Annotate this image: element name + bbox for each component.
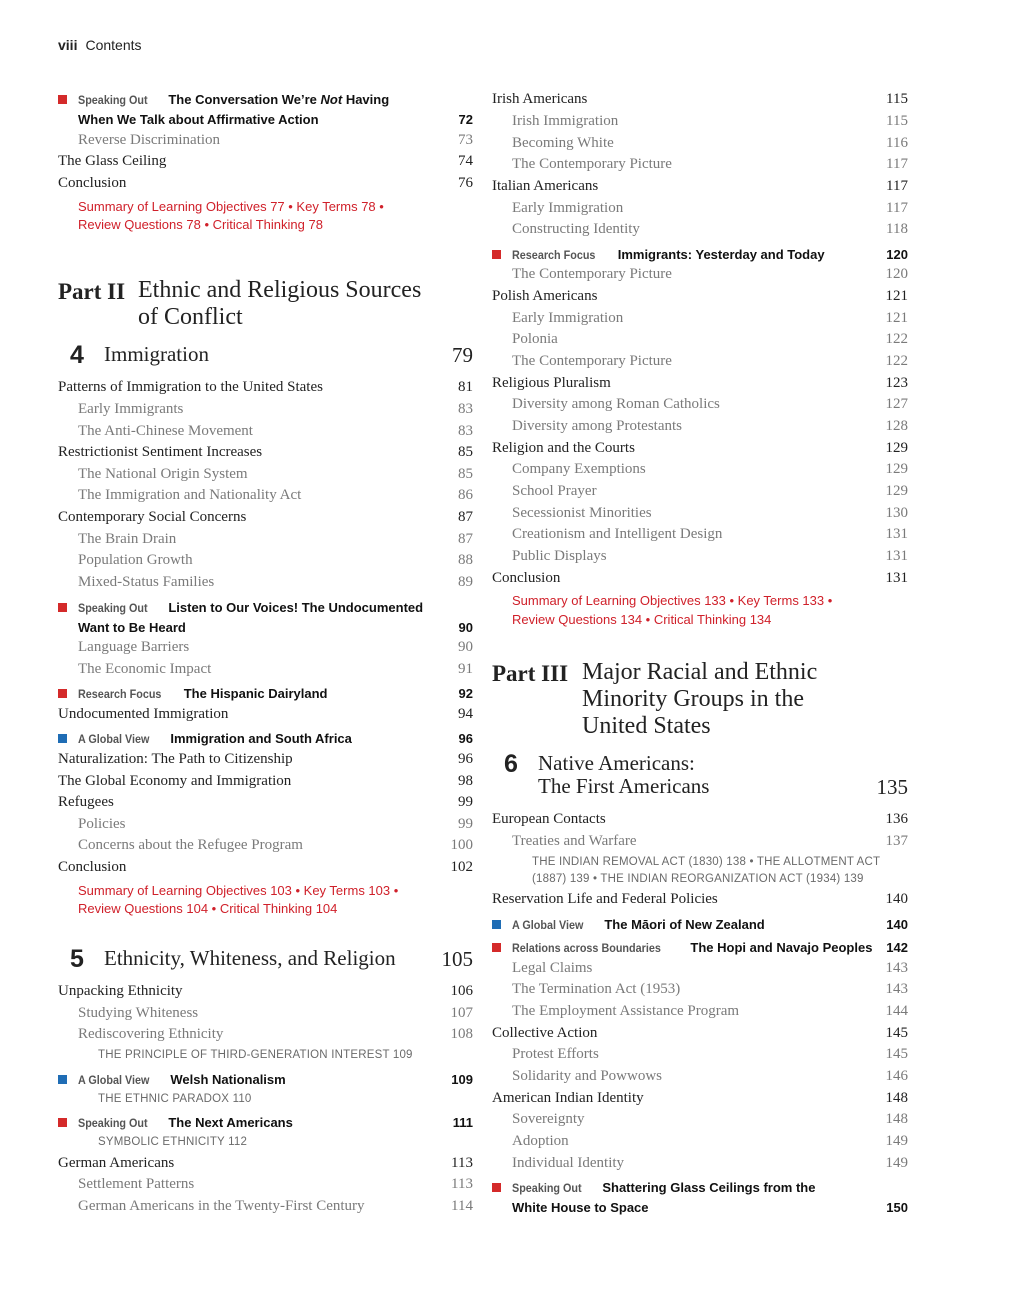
page-ref: 107 [450, 1005, 473, 1021]
entry-label: Naturalization: The Path to Citizenship [58, 751, 293, 767]
chapter-heading[interactable] [58, 945, 473, 975]
feature-title: Welsh Nationalism [170, 1072, 286, 1087]
part-title-line1: Major Racial and Ethnic [582, 659, 818, 685]
feature-entry-continued[interactable] [492, 1200, 908, 1215]
feature-entry[interactable] [58, 1115, 473, 1130]
entry-label: Religion and the Courts [492, 440, 635, 456]
toc-subsubentry[interactable] [58, 1093, 473, 1105]
page-ref: 128 [885, 418, 908, 434]
page-ref: 111 [452, 1115, 473, 1130]
feature-title: Immigrants: Yesterday and Today [617, 247, 825, 262]
entry-label: Policies [78, 816, 126, 832]
feature-title-line2: Want to Be Heard [78, 620, 186, 635]
global-view-marker-icon [492, 920, 501, 929]
page-ref: 109 [451, 1072, 473, 1087]
toc-subentry[interactable] [492, 981, 908, 998]
page-ref: 99 [458, 794, 473, 810]
toc-entry[interactable] [492, 570, 908, 587]
toc-entry[interactable] [58, 379, 473, 396]
page-ref: 144 [885, 1003, 908, 1019]
entry-label: Early Immigration [512, 200, 624, 216]
research-focus-marker-icon [492, 250, 501, 259]
chapter-number: 5 [70, 945, 84, 973]
page-ref: 90 [458, 620, 473, 635]
page-ref: 122 [885, 331, 908, 347]
page-ref: 83 [458, 401, 473, 417]
page-ref: 102 [450, 859, 473, 875]
feature-entry[interactable] [58, 600, 473, 615]
page-ref: 129 [885, 483, 908, 499]
toc-subsubentry[interactable] [492, 873, 908, 885]
global-view-marker-icon [58, 734, 67, 743]
feature-type: Speaking Out [512, 1181, 582, 1195]
toc-subentry[interactable] [492, 1133, 908, 1150]
toc-entry[interactable] [492, 440, 908, 457]
feature-entry-continued[interactable] [58, 620, 473, 635]
page-ref: 127 [885, 396, 908, 412]
toc-subentry[interactable] [492, 200, 908, 217]
entry-label: Mixed-Status Families [78, 574, 215, 590]
feature-entry[interactable] [58, 731, 473, 746]
page-ref: 113 [451, 1176, 473, 1192]
toc-entry[interactable] [492, 811, 908, 828]
toc-subentry[interactable] [492, 1003, 908, 1020]
toc-entry[interactable] [58, 983, 473, 1000]
page-ref: 123 [885, 375, 908, 391]
entry-label: Early Immigrants [78, 401, 184, 417]
chapter-summary-links[interactable] [492, 612, 908, 627]
entry-label: Solidarity and Powwows [512, 1068, 662, 1084]
summary-line1: Summary of Learning Objectives 77 • Key Terms 78 • [78, 199, 384, 214]
speaking-out-marker-icon [58, 95, 67, 104]
entry-label: The Contemporary Picture [512, 353, 672, 369]
feature-title: The Next Americans [168, 1115, 293, 1130]
toc-subsubentry[interactable] [492, 856, 908, 868]
toc-subentry[interactable] [492, 418, 908, 435]
entry-label: Concerns about the Refugee Program [78, 837, 303, 853]
toc-entry[interactable] [58, 859, 473, 876]
feature-type: Research Focus [512, 248, 596, 262]
entry-label: Conclusion [58, 859, 127, 875]
page-ref: 87 [458, 531, 473, 547]
page-ref: 140 [885, 891, 908, 907]
toc-subentry[interactable] [492, 548, 908, 565]
toc-subentry[interactable] [58, 1198, 473, 1215]
entry-label: Religious Pluralism [492, 375, 611, 391]
relations-across-boundaries-marker-icon [492, 943, 501, 952]
toc-subentry[interactable] [492, 483, 908, 500]
entry-label: Reverse Discrimination [78, 132, 221, 148]
entry-label: Collective Action [492, 1025, 598, 1041]
entry-label: Constructing Identity [512, 221, 640, 237]
page-ref: 113 [451, 1155, 473, 1171]
toc-subentry[interactable] [58, 837, 473, 854]
entry-label: Restrictionist Sentiment Increases [58, 444, 263, 460]
running-head [58, 37, 142, 53]
chapter-summary-links[interactable] [58, 901, 473, 916]
toc-subentry[interactable] [492, 135, 908, 152]
toc-entry[interactable] [492, 891, 908, 908]
entry-label: THE PRINCIPLE OF THIRD-GENERATION INTEREST 109 [98, 1049, 413, 1061]
toc-subentry[interactable] [58, 401, 473, 418]
page-ref: 145 [885, 1046, 908, 1062]
page-ref: 114 [451, 1198, 473, 1214]
page-number: viii [58, 37, 78, 53]
entry-label: Patterns of Immigration to the United States [58, 379, 323, 395]
feature-type: Relations across Boundaries [512, 941, 661, 955]
toc-subentry[interactable] [58, 1026, 473, 1043]
page-ref: 117 [886, 156, 908, 172]
chapter-title-line2: The First Americans [538, 774, 710, 798]
summary-line2: Review Questions 104 • Critical Thinking 104 [78, 901, 338, 916]
entry-label: The Brain Drain [78, 531, 177, 547]
speaking-out-marker-icon [58, 1118, 67, 1127]
chapter-number: 6 [504, 750, 518, 778]
feature-type: Speaking Out [78, 1116, 148, 1130]
page-ref: 92 [458, 686, 473, 701]
toc-subentry[interactable] [58, 816, 473, 833]
page-ref: 149 [885, 1155, 908, 1171]
entry-label: Public Displays [512, 548, 607, 564]
page-ref: 143 [885, 981, 908, 997]
feature-title: The Hopi and Navajo Peoples [690, 940, 873, 955]
entry-label: German Americans [58, 1155, 175, 1171]
page-ref: 148 [885, 1090, 908, 1106]
entry-label-line1: THE INDIAN REMOVAL ACT (1830) 138 • THE ALLOTMENT ACT [532, 856, 881, 868]
toc-entry[interactable] [58, 153, 473, 170]
toc-subentry[interactable] [58, 487, 473, 504]
chapter-page: 79 [452, 343, 473, 367]
chapter-page: 135 [876, 775, 908, 799]
feature-entry-continued[interactable] [58, 112, 473, 127]
entry-label: The Immigration and Nationality Act [78, 487, 302, 503]
chapter-heading[interactable] [492, 750, 908, 802]
page-ref: 85 [458, 444, 473, 460]
toc-entry[interactable] [58, 706, 473, 723]
feature-title: The Māori of New Zealand [604, 917, 765, 932]
entry-label: Refugees [58, 794, 114, 810]
page-ref: 116 [886, 135, 908, 151]
page-ref: 117 [886, 200, 908, 216]
page-ref: 96 [458, 731, 473, 746]
toc-subentry[interactable] [492, 396, 908, 413]
toc-entry[interactable] [58, 794, 473, 811]
toc-subentry[interactable] [492, 1155, 908, 1172]
part-title-line3: United States [582, 713, 711, 739]
chapter-heading[interactable] [58, 341, 473, 371]
page-ref: 142 [886, 940, 908, 955]
entry-label: The Contemporary Picture [512, 156, 672, 172]
page-ref: 120 [885, 266, 908, 282]
page-ref: 88 [458, 552, 473, 568]
part-label: Part II [58, 279, 126, 304]
toc-subentry[interactable] [492, 156, 908, 173]
page-ref: 90 [458, 639, 473, 655]
entry-label: The National Origin System [78, 466, 248, 482]
entry-label: Unpacking Ethnicity [58, 983, 183, 999]
page-ref: 143 [885, 960, 908, 976]
entry-label: Protest Efforts [512, 1046, 599, 1062]
feature-title: Listen to Our Voices! The Undocumented [168, 600, 424, 615]
chapter-summary-links[interactable] [58, 217, 473, 232]
feature-title: The Hispanic Dairyland [183, 686, 328, 701]
entry-label: Becoming White [512, 135, 614, 151]
toc-subentry[interactable] [58, 466, 473, 483]
summary-line2: Review Questions 78 • Critical Thinking 78 [78, 217, 323, 232]
entry-label: Language Barriers [78, 639, 190, 655]
entry-label: Contemporary Social Concerns [58, 509, 247, 525]
page-ref: 131 [885, 526, 908, 542]
entry-label: Studying Whiteness [78, 1005, 199, 1021]
entry-label: The Contemporary Picture [512, 266, 672, 282]
page-ref: 118 [886, 221, 908, 237]
toc-entry[interactable] [492, 288, 908, 305]
part-label: Part III [492, 661, 569, 686]
feature-type: Speaking Out [78, 93, 148, 107]
entry-label: Conclusion [492, 570, 561, 586]
page-ref: 148 [885, 1111, 908, 1127]
page-ref: 129 [885, 461, 908, 477]
toc-subsubentry[interactable] [58, 1136, 473, 1148]
page-ref: 108 [450, 1026, 473, 1042]
chapter-page: 105 [441, 947, 473, 971]
entry-label: Polonia [512, 331, 558, 347]
page-ref: 74 [458, 153, 473, 169]
feature-type: A Global View [78, 1073, 150, 1087]
page-ref: 121 [885, 310, 908, 326]
page-ref: 131 [885, 548, 908, 564]
toc-subentry[interactable] [492, 1111, 908, 1128]
entry-label: Creationism and Intelligent Design [512, 526, 723, 542]
summary-line1: Summary of Learning Objectives 103 • Key Terms 103 • [78, 883, 399, 898]
toc-subentry[interactable] [492, 833, 908, 850]
toc-entry[interactable] [492, 1090, 908, 1107]
research-focus-marker-icon [58, 689, 67, 698]
page-ref: 131 [885, 570, 908, 586]
entry-label: Population Growth [78, 552, 193, 568]
toc-subentry[interactable] [58, 132, 473, 149]
toc-subentry[interactable] [492, 505, 908, 522]
part-heading [58, 277, 473, 337]
toc-subentry[interactable] [492, 331, 908, 348]
entry-label: Individual Identity [512, 1155, 625, 1171]
toc-subentry[interactable] [492, 266, 908, 283]
toc-subentry[interactable] [492, 526, 908, 543]
summary-line1: Summary of Learning Objectives 133 • Key Terms 133 • [512, 593, 833, 608]
toc-subentry[interactable] [58, 574, 473, 591]
entry-label: The Termination Act (1953) [512, 981, 681, 997]
page-ref: 76 [458, 175, 473, 191]
summary-line2: Review Questions 134 • Critical Thinking 134 [512, 612, 772, 627]
entry-label: Company Exemptions [512, 461, 646, 477]
page-ref: 98 [458, 773, 473, 789]
speaking-out-marker-icon [58, 603, 67, 612]
entry-label: Diversity among Roman Catholics [512, 396, 720, 412]
entry-label: German Americans in the Twenty-First Century [78, 1198, 365, 1214]
entry-label: The Global Economy and Immigration [58, 773, 292, 789]
page-ref: 146 [885, 1068, 908, 1084]
entry-label-line2: (1887) 139 • THE INDIAN REORGANIZATION ACT (1934) 139 [532, 873, 864, 885]
part-heading [492, 659, 908, 744]
entry-label: Early Immigration [512, 310, 624, 326]
page-ref: 91 [458, 661, 473, 677]
entry-label: Polish Americans [492, 288, 598, 304]
entry-label: Undocumented Immigration [58, 706, 229, 722]
page-ref: 149 [885, 1133, 908, 1149]
feature-entry[interactable] [58, 1072, 473, 1087]
part-title-line2: Minority Groups in the [582, 686, 804, 712]
toc-subentry[interactable] [58, 661, 473, 678]
page-ref: 150 [886, 1200, 908, 1215]
page-ref: 96 [458, 751, 473, 767]
entry-label: The Glass Ceiling [58, 153, 167, 169]
chapter-summary-links[interactable] [58, 199, 473, 214]
toc-subentry[interactable] [492, 1046, 908, 1063]
toc-subentry[interactable] [492, 310, 908, 327]
chapter-title: Immigration [104, 342, 209, 366]
entry-label: Reservation Life and Federal Policies [492, 891, 718, 907]
page-ref: 86 [458, 487, 473, 503]
page-ref: 100 [450, 837, 473, 853]
toc-entry[interactable] [492, 1025, 908, 1042]
feature-title: The Conversation We’re Not Having [168, 92, 390, 107]
toc-entry[interactable] [58, 509, 473, 526]
entry-label: Settlement Patterns [78, 1176, 195, 1192]
entry-label: THE ETHNIC PARADOX 110 [98, 1093, 252, 1105]
chapter-summary-links[interactable] [58, 883, 473, 898]
page-ref: 120 [886, 247, 908, 262]
toc-subentry[interactable] [58, 423, 473, 440]
toc-entry[interactable] [492, 375, 908, 392]
entry-label: Italian Americans [492, 178, 599, 194]
toc-subentry[interactable] [58, 1005, 473, 1022]
feature-type: Speaking Out [78, 601, 148, 615]
page-ref: 129 [885, 440, 908, 456]
toc-subentry[interactable] [58, 1176, 473, 1193]
toc-subentry[interactable] [58, 639, 473, 656]
toc-subentry[interactable] [492, 1068, 908, 1085]
chapter-title: Ethnicity, Whiteness, and Religion [104, 946, 396, 970]
page-ref: 106 [450, 983, 473, 999]
entry-label: Treaties and Warfare [512, 833, 637, 849]
page-ref: 99 [458, 816, 473, 832]
feature-entry[interactable] [58, 686, 473, 701]
toc-entry[interactable] [58, 773, 473, 790]
page-ref: 122 [885, 353, 908, 369]
page-ref: 73 [458, 132, 473, 148]
feature-entry[interactable] [492, 940, 908, 955]
entry-label: Adoption [512, 1133, 569, 1149]
page-ref: 87 [458, 509, 473, 525]
feature-type: A Global View [512, 918, 584, 932]
toc-entry[interactable] [492, 178, 908, 195]
chapter-title-line1: Native Americans: [538, 751, 695, 775]
page-ref: 140 [886, 917, 908, 932]
part-title-line1: Ethnic and Religious Sources [138, 277, 422, 303]
feature-entry[interactable] [492, 247, 908, 262]
entry-label: Secessionist Minorities [512, 505, 652, 521]
feature-entry[interactable] [492, 917, 908, 932]
toc-entry[interactable] [58, 1155, 473, 1172]
entry-label: Irish Immigration [512, 113, 619, 129]
page-ref: 145 [885, 1025, 908, 1041]
page-ref: 83 [458, 423, 473, 439]
entry-label: The Anti-Chinese Movement [78, 423, 253, 439]
entry-label: European Contacts [492, 811, 606, 827]
page-ref: 89 [458, 574, 473, 590]
entry-label: Legal Claims [512, 960, 593, 976]
page-ref: 121 [885, 288, 908, 304]
page-ref: 136 [885, 811, 908, 827]
entry-label: American Indian Identity [492, 1090, 644, 1106]
toc-subentry[interactable] [58, 531, 473, 548]
chapter-summary-links[interactable] [492, 593, 908, 608]
page-ref: 94 [458, 706, 473, 722]
page-ref: 81 [458, 379, 473, 395]
global-view-marker-icon [58, 1075, 67, 1084]
page-ref: 115 [886, 113, 908, 129]
page-ref: 72 [458, 112, 473, 127]
page-ref: 117 [886, 178, 908, 194]
entry-label: The Economic Impact [78, 661, 212, 677]
page-ref: 85 [458, 466, 473, 482]
feature-entry[interactable] [58, 92, 473, 107]
chapter-number: 4 [70, 341, 84, 369]
feature-title: Shattering Glass Ceilings from the [602, 1180, 816, 1195]
entry-label: Conclusion [58, 175, 127, 191]
toc-subentry[interactable] [58, 552, 473, 569]
entry-label: SYMBOLIC ETHNICITY 112 [98, 1136, 248, 1148]
entry-label: Rediscovering Ethnicity [78, 1026, 224, 1042]
feature-title-line2: When We Talk about Affirmative Action [78, 112, 319, 127]
entry-label: The Employment Assistance Program [512, 1003, 740, 1019]
entry-label: Sovereignty [512, 1111, 585, 1127]
feature-entry[interactable] [492, 1180, 908, 1195]
toc-subentry[interactable] [492, 221, 908, 238]
part-title-line2: of Conflict [138, 304, 243, 330]
page-ref: 130 [885, 505, 908, 521]
toc-subentry[interactable] [492, 113, 908, 130]
toc-entry[interactable] [58, 444, 473, 461]
toc-entry[interactable] [58, 175, 473, 192]
toc-entry[interactable] [58, 751, 473, 768]
page-ref: 115 [886, 91, 908, 107]
feature-title-line2: White House to Space [512, 1200, 649, 1215]
feature-title: Immigration and South Africa [170, 731, 352, 746]
feature-type: A Global View [78, 732, 150, 746]
running-head-label: Contents [85, 37, 142, 53]
entry-label: Diversity among Protestants [512, 418, 682, 434]
toc-subentry[interactable] [492, 461, 908, 478]
page-ref: 137 [885, 833, 908, 849]
toc-subsubentry[interactable] [58, 1049, 473, 1061]
toc-subentry[interactable] [492, 353, 908, 370]
feature-type: Research Focus [78, 687, 162, 701]
entry-label: School Prayer [512, 483, 597, 499]
speaking-out-marker-icon [492, 1183, 501, 1192]
toc-entry[interactable] [492, 91, 908, 108]
toc-subentry[interactable] [492, 960, 908, 977]
entry-label: Irish Americans [492, 91, 588, 107]
